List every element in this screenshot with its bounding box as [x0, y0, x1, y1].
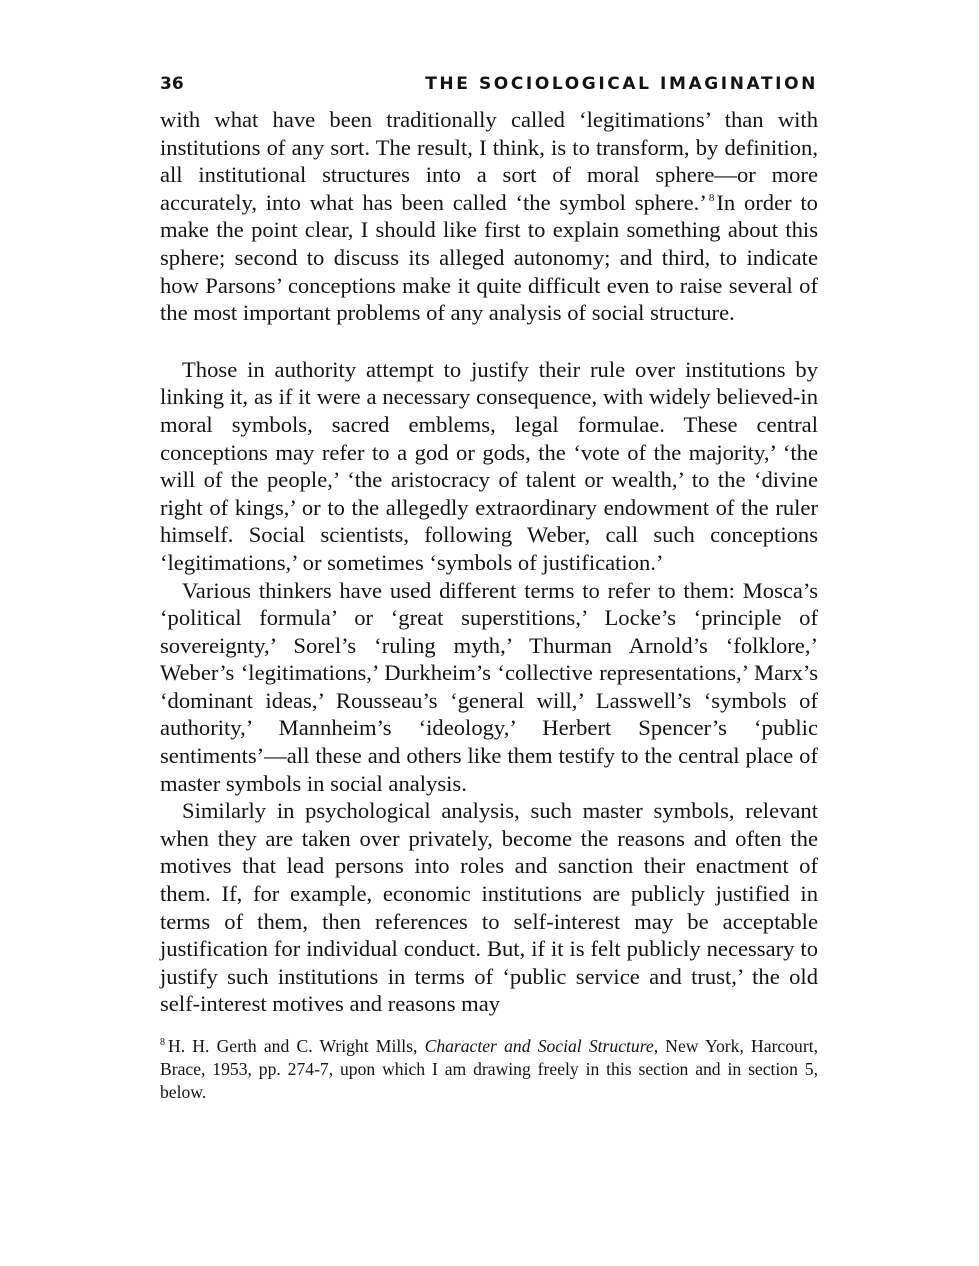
book-page [160, 74, 818, 1104]
paragraph-4: Similarly in psychological analysis, such master symbols, relevant when they are taken over privately, become the reasons and often the motives that lead persons into roles and sanction their enactment of them. If, for example, economic institutions are publicly justified in terms of them, then references to self-interest may be acceptable justification for individual conduct. But, if it is felt publicly necessary to justify such institutions in terms of ‘public service and trust,’ the old self-interest motives and reasons may [160, 798, 818, 1017]
footnote-book-title: Character and Social Structure, [424, 1036, 659, 1056]
footnote-mark: 8 [160, 1037, 165, 1049]
paragraph-3: Various thinkers have used different terms to refer to them: Mosca’s ‘political formula’ or ‘great superstitions,’ Locke’s ‘principle of sovereignty,’ Sorel’s ‘ruling myth,’ Thurman Arnold’s ‘folklore,’ Weber’s ‘legitimations,’ Durkheim’s ‘collective representations,’ Marx’s ‘dominant ideas,’ Rousseau’s ‘general will,’ Lasswell’s ‘symbols of authority,’ Mannheim’s ‘ideology,’ Herbert Spencer’s ‘public sentiments’—all these and others like them testify to the central place of master symbols in social analysis. [160, 577, 818, 796]
running-title: THE SOCIOLOGICAL IMAGINATION [425, 74, 818, 94]
page-number: 36 [160, 74, 184, 94]
footnote-authors: H. H. Gerth and C. Wright Mills, [168, 1036, 418, 1056]
paragraph-1 [160, 106, 818, 327]
running-head [160, 74, 818, 106]
paragraph-1-text-a: with what have been traditionally called ‘legitimations’ than with institutions of any sort. The result, I think, is to transform, by definition, all institutional structures into a sort of moral sphere—or more accurately, into what has been called ‘the symbol sphere.’ [160, 107, 818, 215]
body-text [160, 106, 818, 1018]
footnote-reference: 8 [708, 192, 715, 205]
paragraph-1-text-b: In order to make the point clear, I should like first to explain something about this sphere; second to discuss its alleged autonomy; and third, to indicate how Parsons’ conceptions make it quite difficult even to raise several of the most important problems of any analysis of social structure. [160, 189, 818, 326]
footnote-citation: New York, Harcourt, Brace, 1953, pp. 274-7, upon which I am drawing freely in this section and in section 5, below. [160, 1036, 818, 1102]
section-break [160, 327, 818, 356]
footnote [160, 1035, 818, 1104]
paragraph-2: Those in authority attempt to justify their rule over institutions by linking it, as if it were a necessary consequence, with widely believed-in moral symbols, sacred emblems, legal formulae. These central conceptions may refer to a god or gods, the ‘vote of the majority,’ ‘the will of the people,’ ‘the aristocracy of talent or wealth,’ to the ‘divine right of kings,’ or to the allegedly extraordinary endowment of the ruler himself. Social scientists, following Weber, call such conceptions ‘legitimations,’ or sometimes ‘symbols of justification.’ [160, 356, 818, 575]
